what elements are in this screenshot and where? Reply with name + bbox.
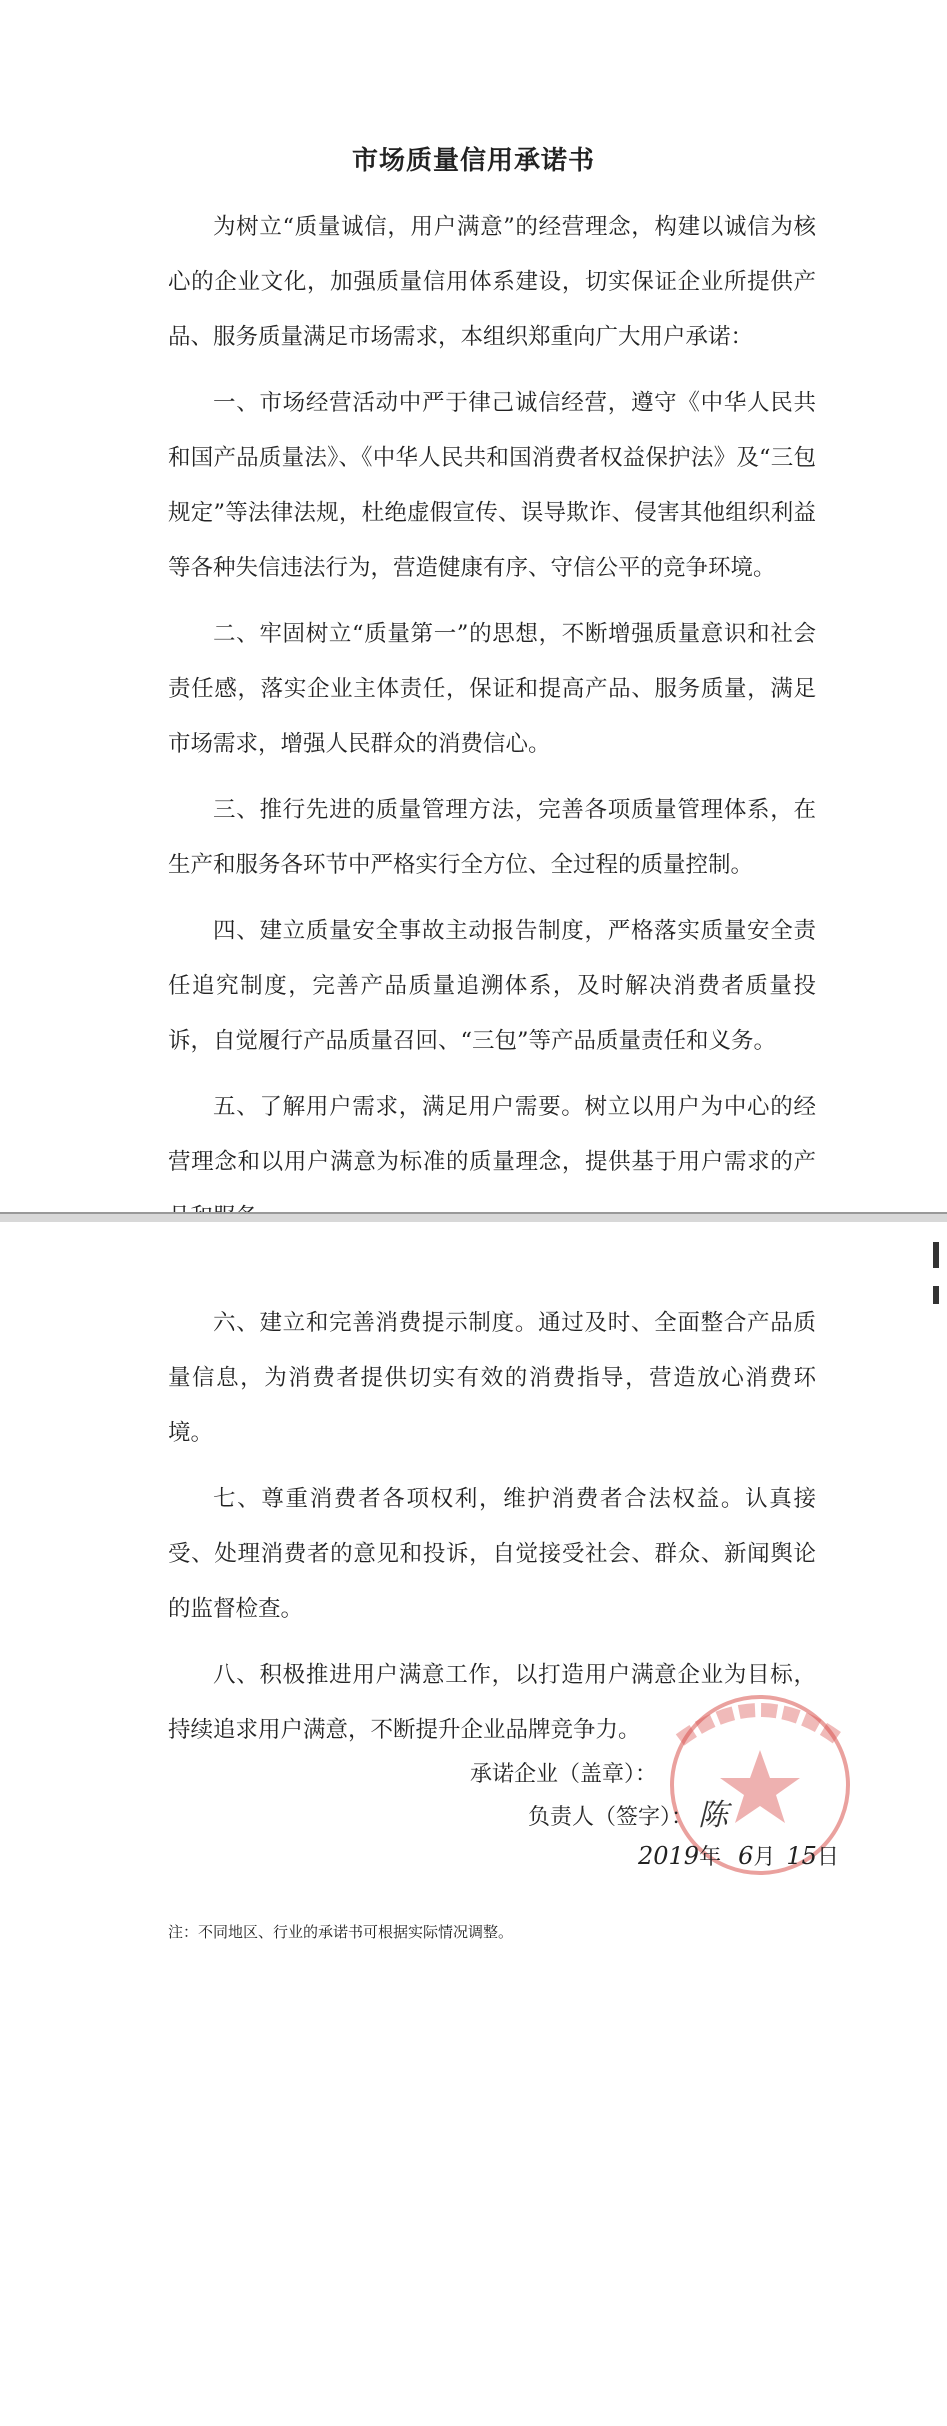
document-page-1: [0, 0, 947, 1212]
paragraph-4: 四、建立质量安全事故主动报告制度，严格落实质量安全责任追究制度，完善产品质量追溯体系，及时解决消费者质量投诉，自觉履行产品质量召回、“三包”等产品质量责任和义务。: [168, 918, 816, 1054]
paragraph-intro: 为树立“质量诚信，用户满意”的经营理念，构建以诚信为核心的企业文化，加强质量信用体系建设，切实保证企业所提供产品、服务质量满足市场需求，本组织郑重向广大用户承诺：: [168, 214, 816, 350]
paragraph-6: 六、建立和完善消费提示制度。通过及时、全面整合产品质量信息，为消费者提供切实有效的消费指导，营造放心消费环境。: [168, 1310, 816, 1446]
handwritten-signature: 陈: [698, 1798, 728, 1833]
paragraph-3: 三、推行先进的质量管理方法，完善各项质量管理体系，在生产和服务各环节中严格实行全方位、全过程的质量控制。: [168, 797, 816, 878]
date-year: 2019: [638, 1842, 700, 1870]
date-day: 15: [786, 1842, 817, 1870]
document-title: 市场质量信用承诺书: [351, 146, 595, 176]
company-seal-stamp: [610, 1680, 890, 1910]
paragraph-1: 一、市场经营活动中严于律己诚信经营，遵守《中华人民共和国产品质量法》、《中华人民共和国消费者权益保护法》及“三包规定”等法律法规，杜绝虚假宣传、误导欺诈、侵害其他组织利益等各种失信违法行为，营造健康有序、守信公平的竞争环境。: [168, 390, 816, 581]
date-day-label: 日: [816, 1845, 839, 1870]
scan-edge-mark: [933, 1286, 939, 1304]
paragraph-2: 二、牢固树立“质量第一”的思想，不断增强质量意识和社会责任感，落实企业主体责任，保证和提高产品、服务质量，满足市场需求，增强人民群众的消费信心。: [168, 621, 816, 757]
paragraph-8: 八、积极推进用户满意工作，以打造用户满意企业为目标，持续追求用户满意，不断提升企业品牌竞争力。: [168, 1662, 816, 1743]
date-year-label: 年: [699, 1845, 722, 1870]
page-break: [0, 1212, 947, 1222]
date-month-label: 月: [753, 1845, 776, 1870]
footnote: 注：不同地区、行业的承诺书可根据实际情况调整。: [168, 1923, 514, 1941]
date-month: 6: [738, 1842, 754, 1870]
page-1-body: [168, 200, 816, 1256]
scan-edge-mark: [933, 1242, 939, 1268]
paragraph-7: 七、尊重消费者各项权利，维护消费者合法权益。认真接受、处理消费者的意见和投诉，自觉接受社会、群众、新闻舆论的监督检查。: [168, 1486, 816, 1622]
signature-date: [638, 1840, 839, 1871]
company-seal-label: 承诺企业（盖章）：: [470, 1762, 658, 1787]
paragraph-5: 五、了解用户需求，满足用户需要。树立以用户为中心的经营理念和以用户满意为标准的质量理念，提供基于用户需求的产: [168, 1094, 816, 1175]
responsible-person-label: 负责人（签字）：: [528, 1805, 694, 1830]
